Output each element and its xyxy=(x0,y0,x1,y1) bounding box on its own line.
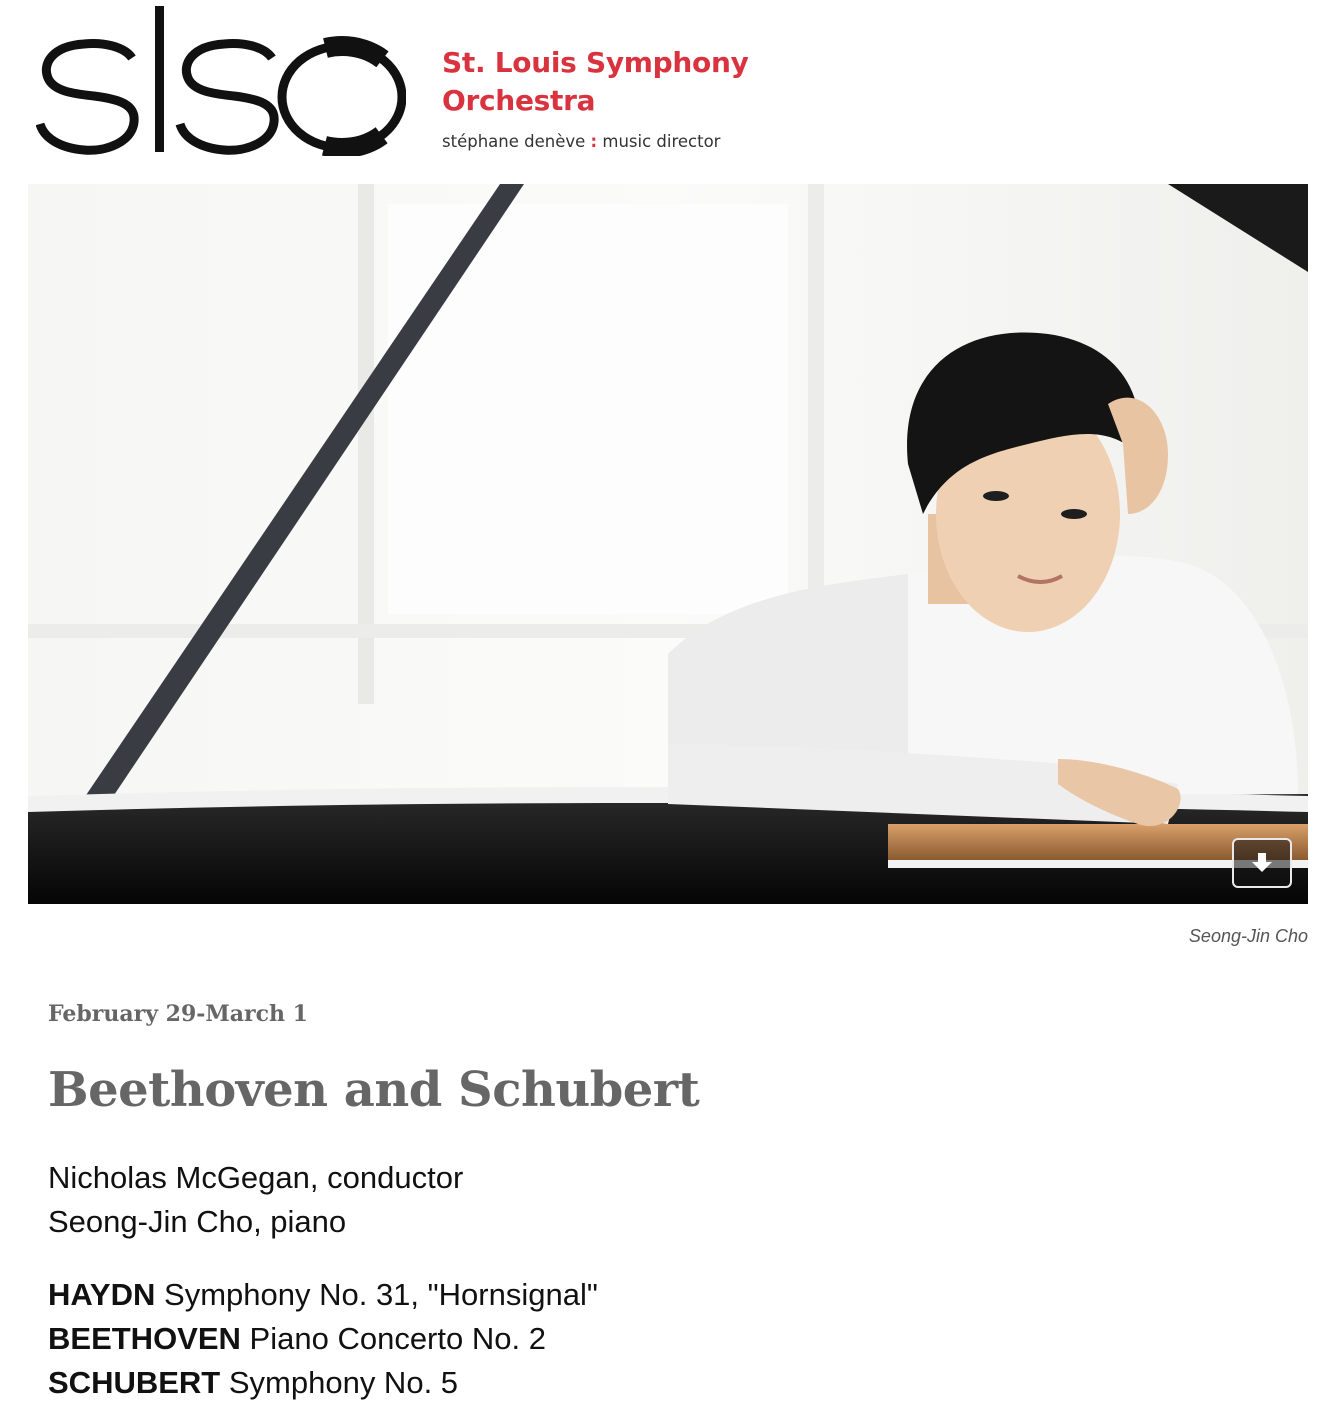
photo-caption: Seong-Jin Cho xyxy=(1188,926,1308,946)
program-item xyxy=(48,1361,598,1405)
program-work: Piano Concerto No. 2 xyxy=(249,1321,546,1356)
org-name[interactable] xyxy=(442,44,862,120)
org-name-line1: St. Louis Symphony xyxy=(442,46,749,79)
performer-conductor: Nicholas McGegan, conductor xyxy=(48,1160,464,1195)
program-work: Symphony No. 31, "Hornsignal" xyxy=(164,1277,598,1312)
program-list xyxy=(48,1273,598,1405)
program-item xyxy=(48,1273,598,1317)
music-director-line xyxy=(442,132,720,151)
performers-list xyxy=(48,1156,463,1244)
org-name-line2: Orchestra xyxy=(442,84,596,117)
slso-logo[interactable] xyxy=(36,6,406,161)
pianist-photo xyxy=(28,184,1308,904)
event-date: February 29-March 1 xyxy=(48,1001,308,1027)
slso-logo-graphic xyxy=(36,6,406,156)
hero-image xyxy=(28,184,1308,904)
performer-soloist: Seong-Jin Cho, piano xyxy=(48,1204,347,1239)
header xyxy=(0,0,1340,184)
program-composer: BEETHOVEN xyxy=(48,1321,241,1356)
program-item xyxy=(48,1317,598,1361)
download-button[interactable] xyxy=(1232,838,1292,888)
subtitle-separator: : xyxy=(590,132,598,151)
music-director-role: music director xyxy=(602,132,721,151)
music-director-name: stéphane denève xyxy=(442,132,586,151)
program-composer: HAYDN xyxy=(48,1277,156,1312)
program-work: Symphony No. 5 xyxy=(228,1365,459,1400)
download-arrow-icon xyxy=(1251,851,1273,875)
program-composer: SCHUBERT xyxy=(48,1365,221,1400)
event-title: Beethoven and Schubert xyxy=(48,1062,700,1118)
